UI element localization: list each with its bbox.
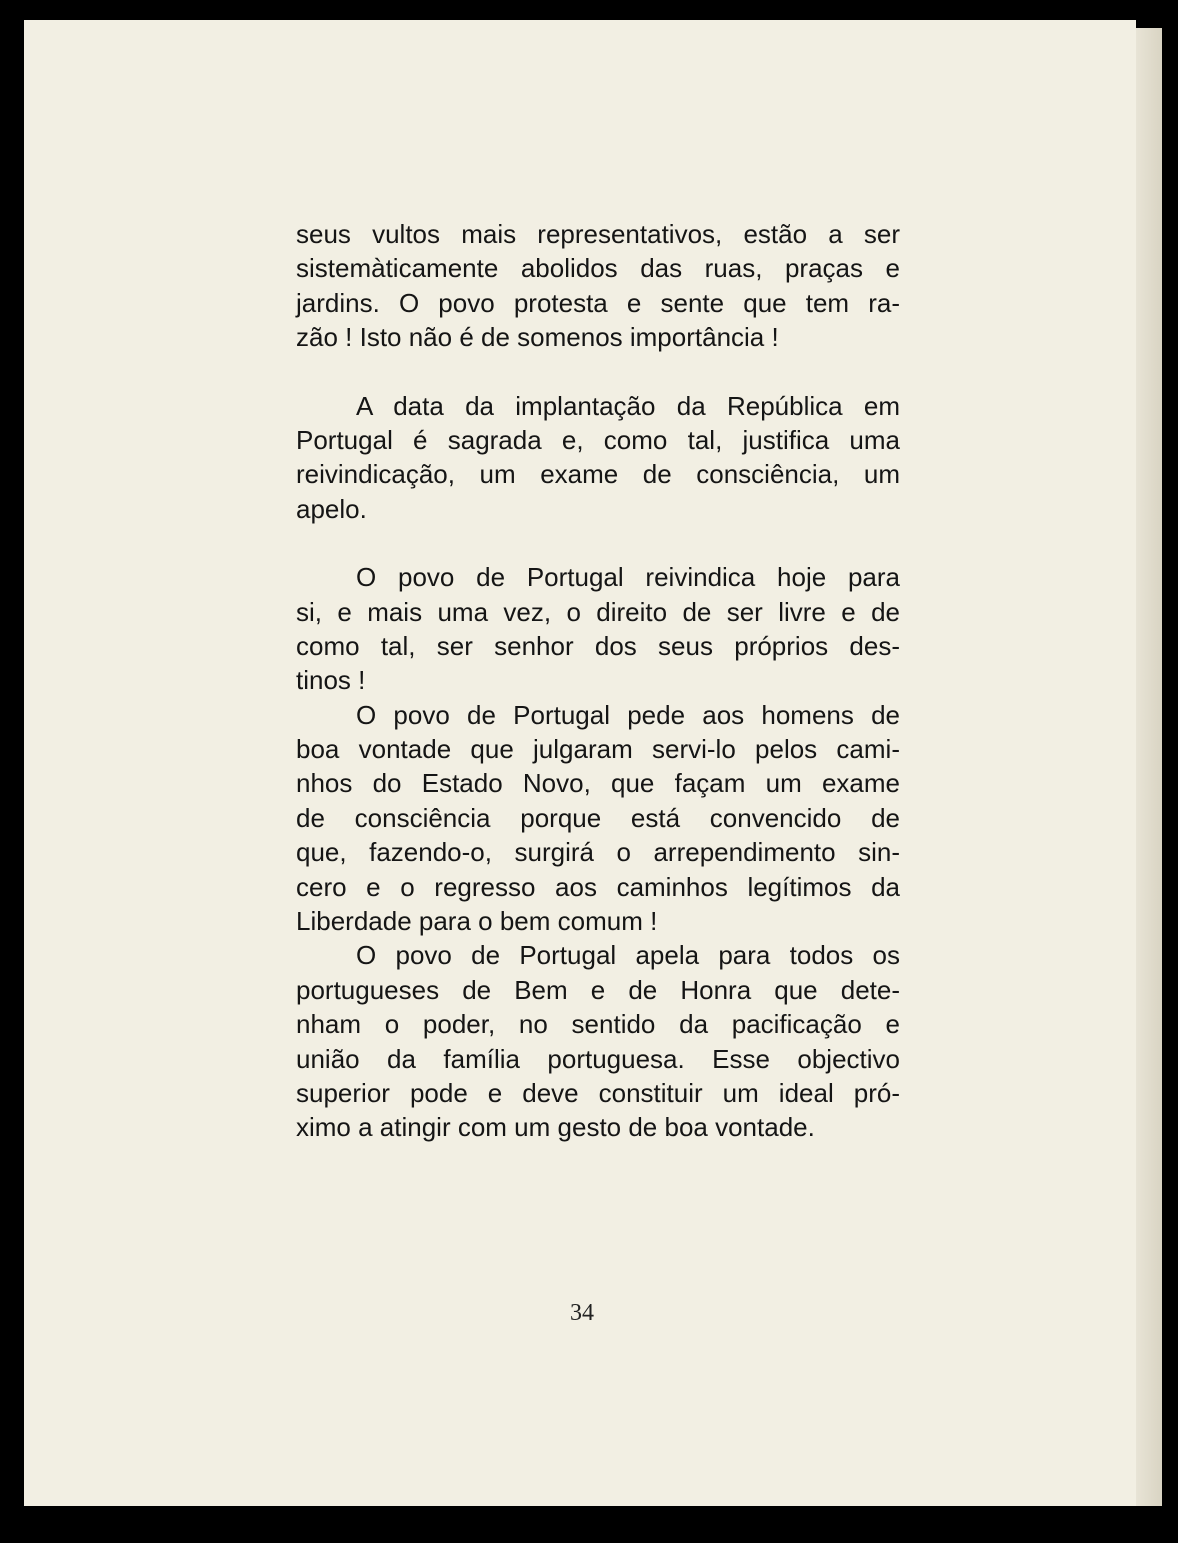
text-line: Portugal é sagrada e, como tal, justifica uma bbox=[296, 424, 900, 455]
text-line: O povo de Portugal pede aos homens de bbox=[356, 699, 900, 730]
page-number: 34 bbox=[570, 1300, 594, 1326]
text-line: zão ! Isto não é de somenos importância ! bbox=[296, 322, 779, 353]
text-line: tinos ! bbox=[296, 665, 366, 696]
text-line: jardins. O povo protesta e sente que tem ra- bbox=[296, 287, 900, 318]
text-line: si, e mais uma vez, o direito de ser livre e de bbox=[296, 596, 900, 627]
body-text bbox=[296, 217, 900, 1145]
page-edge bbox=[1136, 28, 1162, 1506]
text-line: que, fazendo-o, surgirá o arrependimento sin- bbox=[296, 837, 900, 868]
text-line: sistemàticamente abolidos das ruas, praças e bbox=[296, 253, 900, 284]
text-line: nhos do Estado Novo, que façam um exame bbox=[296, 768, 900, 799]
text-line: O povo de Portugal reivindica hoje para bbox=[356, 562, 900, 593]
text-line: A data da implantação da República em bbox=[356, 390, 900, 421]
text-line: Liberdade para o bem comum ! bbox=[296, 906, 658, 937]
text-line: O povo de Portugal apela para todos os bbox=[356, 940, 900, 971]
text-line: de consciência porque está convencido de bbox=[296, 802, 900, 833]
text-line: cero e o regresso aos caminhos legítimos da bbox=[296, 871, 900, 902]
text-line: apelo. bbox=[296, 493, 367, 524]
text-line: superior pode e deve constituir um ideal pró- bbox=[296, 1077, 900, 1108]
text-line: seus vultos mais representativos, estão a ser bbox=[296, 219, 900, 249]
text-line: como tal, ser senhor dos seus próprios des- bbox=[296, 630, 900, 661]
paragraph-gap bbox=[296, 526, 900, 560]
text-line: reivindicação, um exame de consciência, um bbox=[296, 459, 900, 490]
text-line: nham o poder, no sentido da pacificação e bbox=[296, 1009, 900, 1040]
paragraph-gap bbox=[296, 355, 900, 389]
text-line: união da família portuguesa. Esse objectivo bbox=[296, 1043, 900, 1074]
text-line: portugueses de Bem e de Honra que dete- bbox=[296, 974, 900, 1005]
text-line: boa vontade que julgaram servi-lo pelos cami- bbox=[296, 734, 900, 765]
text-line: ximo a atingir com um gesto de boa vontade. bbox=[296, 1112, 815, 1143]
